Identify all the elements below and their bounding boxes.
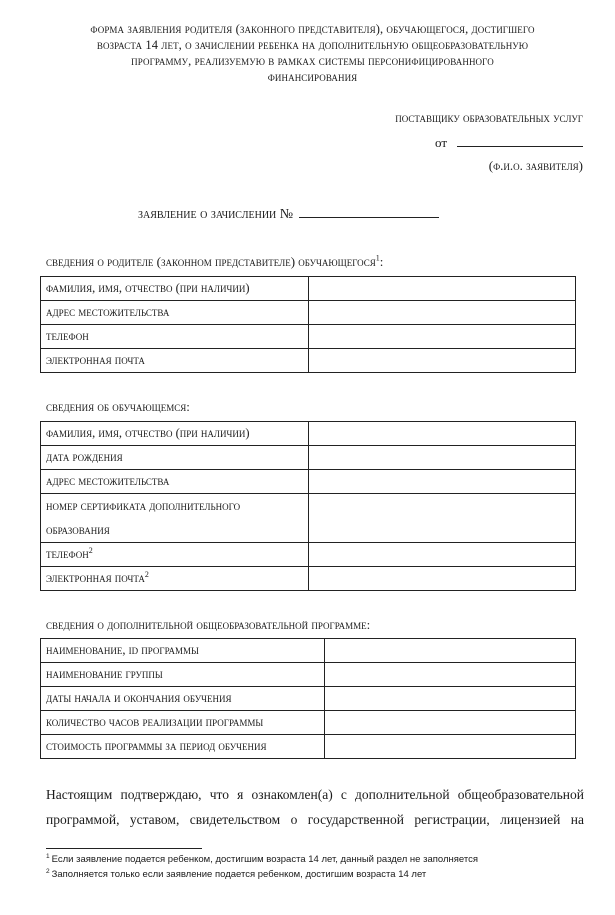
table-row — [41, 663, 576, 687]
footnote-ref: 2 — [144, 569, 149, 579]
application-title — [138, 205, 439, 223]
from-blank-line[interactable] — [457, 134, 583, 147]
row-label: адрес местожительства — [41, 470, 309, 494]
value-cell[interactable] — [325, 735, 576, 759]
table-row — [41, 349, 576, 373]
program-section-heading: сведения о дополнительной общеобразовательной программе: — [46, 617, 371, 632]
row-label: количество часов реализации программы — [41, 711, 325, 735]
table-row — [41, 446, 576, 470]
value-cell[interactable] — [325, 663, 576, 687]
table-row — [41, 422, 576, 446]
row-label: телефон$^2$ — [41, 543, 309, 567]
parent-section-heading — [46, 254, 383, 270]
footnote-2: $^2$ Заполняется только если заявление подается ребенком, достигшим возраста 14 лет — [46, 867, 427, 880]
title-line: форма заявления родителя (законного представителя), обучающегося, достигшего — [90, 22, 535, 36]
row-label: стоимость программы за период обучения — [41, 735, 325, 759]
parent-table — [40, 276, 576, 373]
paragraph-line: Настоящим подтверждаю, что я ознакомлен(а) с дополнительной общеобразовательной — [46, 787, 584, 802]
row-label: наименование, id программы — [41, 639, 325, 663]
applicant-fio-label: (ф.и.о. заявителя) — [488, 158, 583, 173]
value-cell[interactable] — [325, 639, 576, 663]
parent-heading-text: сведения о родителе (законном представителе) обучающегося — [46, 254, 376, 269]
table-row — [41, 325, 576, 349]
title-line: финансирования — [267, 70, 358, 84]
table-row — [41, 687, 576, 711]
row-label: телефон — [41, 325, 309, 349]
row-label: адрес местожительства — [41, 301, 309, 325]
application-number-blank[interactable] — [299, 205, 439, 218]
row-label: электронная почта$^2$ — [41, 567, 309, 591]
confirmation-paragraph — [46, 782, 584, 832]
table-row — [41, 711, 576, 735]
title-line: возраста 14 лет, о зачислении ребенка на дополнительную общеобразовательную — [96, 38, 529, 52]
value-cell[interactable] — [309, 567, 576, 591]
student-table — [40, 421, 576, 591]
value-cell[interactable] — [309, 349, 576, 373]
footnote-ref: 2 — [88, 545, 93, 555]
footnote-1: $^1$ Если заявление подается ребенком, достигшим возраста 14 лет, данный раздел не заполняется — [46, 852, 478, 865]
row-label: дата рождения — [41, 446, 309, 470]
addressee-to: поставщику образовательных услуг — [395, 110, 583, 125]
table-row — [41, 494, 576, 543]
program-table — [40, 638, 576, 759]
row-label: электронная почта — [41, 349, 309, 373]
from-label: от — [434, 135, 447, 150]
table-row — [41, 470, 576, 494]
table-row — [41, 543, 576, 567]
footnote-ref: 1 — [375, 253, 380, 263]
row-label: фамилия, имя, отчество (при наличии) — [41, 277, 309, 301]
value-cell[interactable] — [309, 277, 576, 301]
value-cell[interactable] — [309, 301, 576, 325]
table-row — [41, 735, 576, 759]
row-label: фамилия, имя, отчество (при наличии) — [41, 422, 309, 446]
table-row — [41, 277, 576, 301]
row-label: номер сертификата дополнительного образования — [41, 494, 309, 543]
footnote-divider — [46, 848, 202, 849]
value-cell[interactable] — [325, 687, 576, 711]
value-cell[interactable] — [309, 470, 576, 494]
parent-heading-tail: : — [379, 254, 384, 269]
paragraph-line: программой, уставом, свидетельством о государственной регистрации, лицензией на — [46, 812, 584, 827]
addressee-from — [435, 134, 583, 151]
table-row — [41, 567, 576, 591]
value-cell[interactable] — [309, 325, 576, 349]
application-title-text: заявление о зачислении № — [138, 207, 294, 222]
row-label: наименование группы — [41, 663, 325, 687]
student-section-heading: сведения об обучающемся: — [46, 399, 190, 414]
form-title — [40, 21, 585, 85]
value-cell[interactable] — [309, 543, 576, 567]
table-row — [41, 301, 576, 325]
row-label: даты начала и окончания обучения — [41, 687, 325, 711]
value-cell[interactable] — [325, 711, 576, 735]
title-line: программу, реализуемую в рамках системы персонифицированного — [131, 54, 494, 68]
table-row — [41, 639, 576, 663]
value-cell[interactable] — [309, 422, 576, 446]
value-cell[interactable] — [309, 494, 576, 543]
value-cell[interactable] — [309, 446, 576, 470]
